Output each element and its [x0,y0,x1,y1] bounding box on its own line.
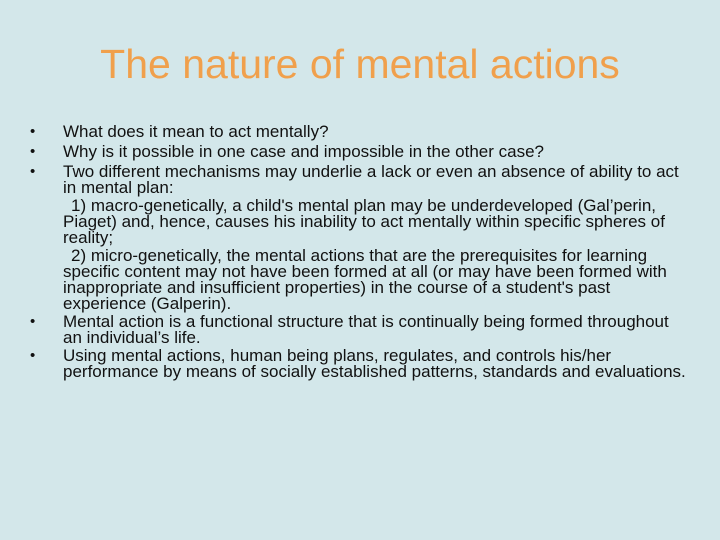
bullet-text: Mental action is a functional structure that is continually being formed throughout an individual’s life. [63,312,669,347]
bullet-icon: • [30,143,36,160]
bullet-item-3 [28,164,688,196]
bullet-item-4 [28,314,688,346]
bullet-text: What does it mean to act mentally? [63,122,329,141]
slide-body [28,124,688,380]
slide-title: The nature of mental actions [100,41,620,87]
bullet-item-1 [28,124,688,140]
sub-point-1: 1) macro-genetically, a child's mental plan may be underdeveloped (Gal’perin, Piaget) and, hence, causes his inability to act mentally within specific spheres of reality; [63,196,665,247]
bullet-item-5 [28,348,688,380]
sub-point-2: 2) micro-genetically, the mental actions that are the prerequisites for learning specific content may not have been formed at all (or may have been formed with inappropriate and insufficient properties) in the course of a student's past experience (Galperin). [63,246,667,313]
bullet-item-2 [28,144,688,160]
bullet-text: Using mental actions, human being plans, regulates, and controls his/her performance by means of socially established patterns, standards and evaluations. [63,346,686,381]
bullet-icon: • [30,347,36,364]
bullet-icon: • [30,163,36,180]
bullet-text: Two different mechanisms may underlie a lack or even an absence of ability to act in mental plan: [63,162,679,197]
bullet-icon: • [30,123,36,140]
bullet-text: Why is it possible in one case and impossible in the other case? [63,142,544,161]
bullet-icon: • [30,313,36,330]
